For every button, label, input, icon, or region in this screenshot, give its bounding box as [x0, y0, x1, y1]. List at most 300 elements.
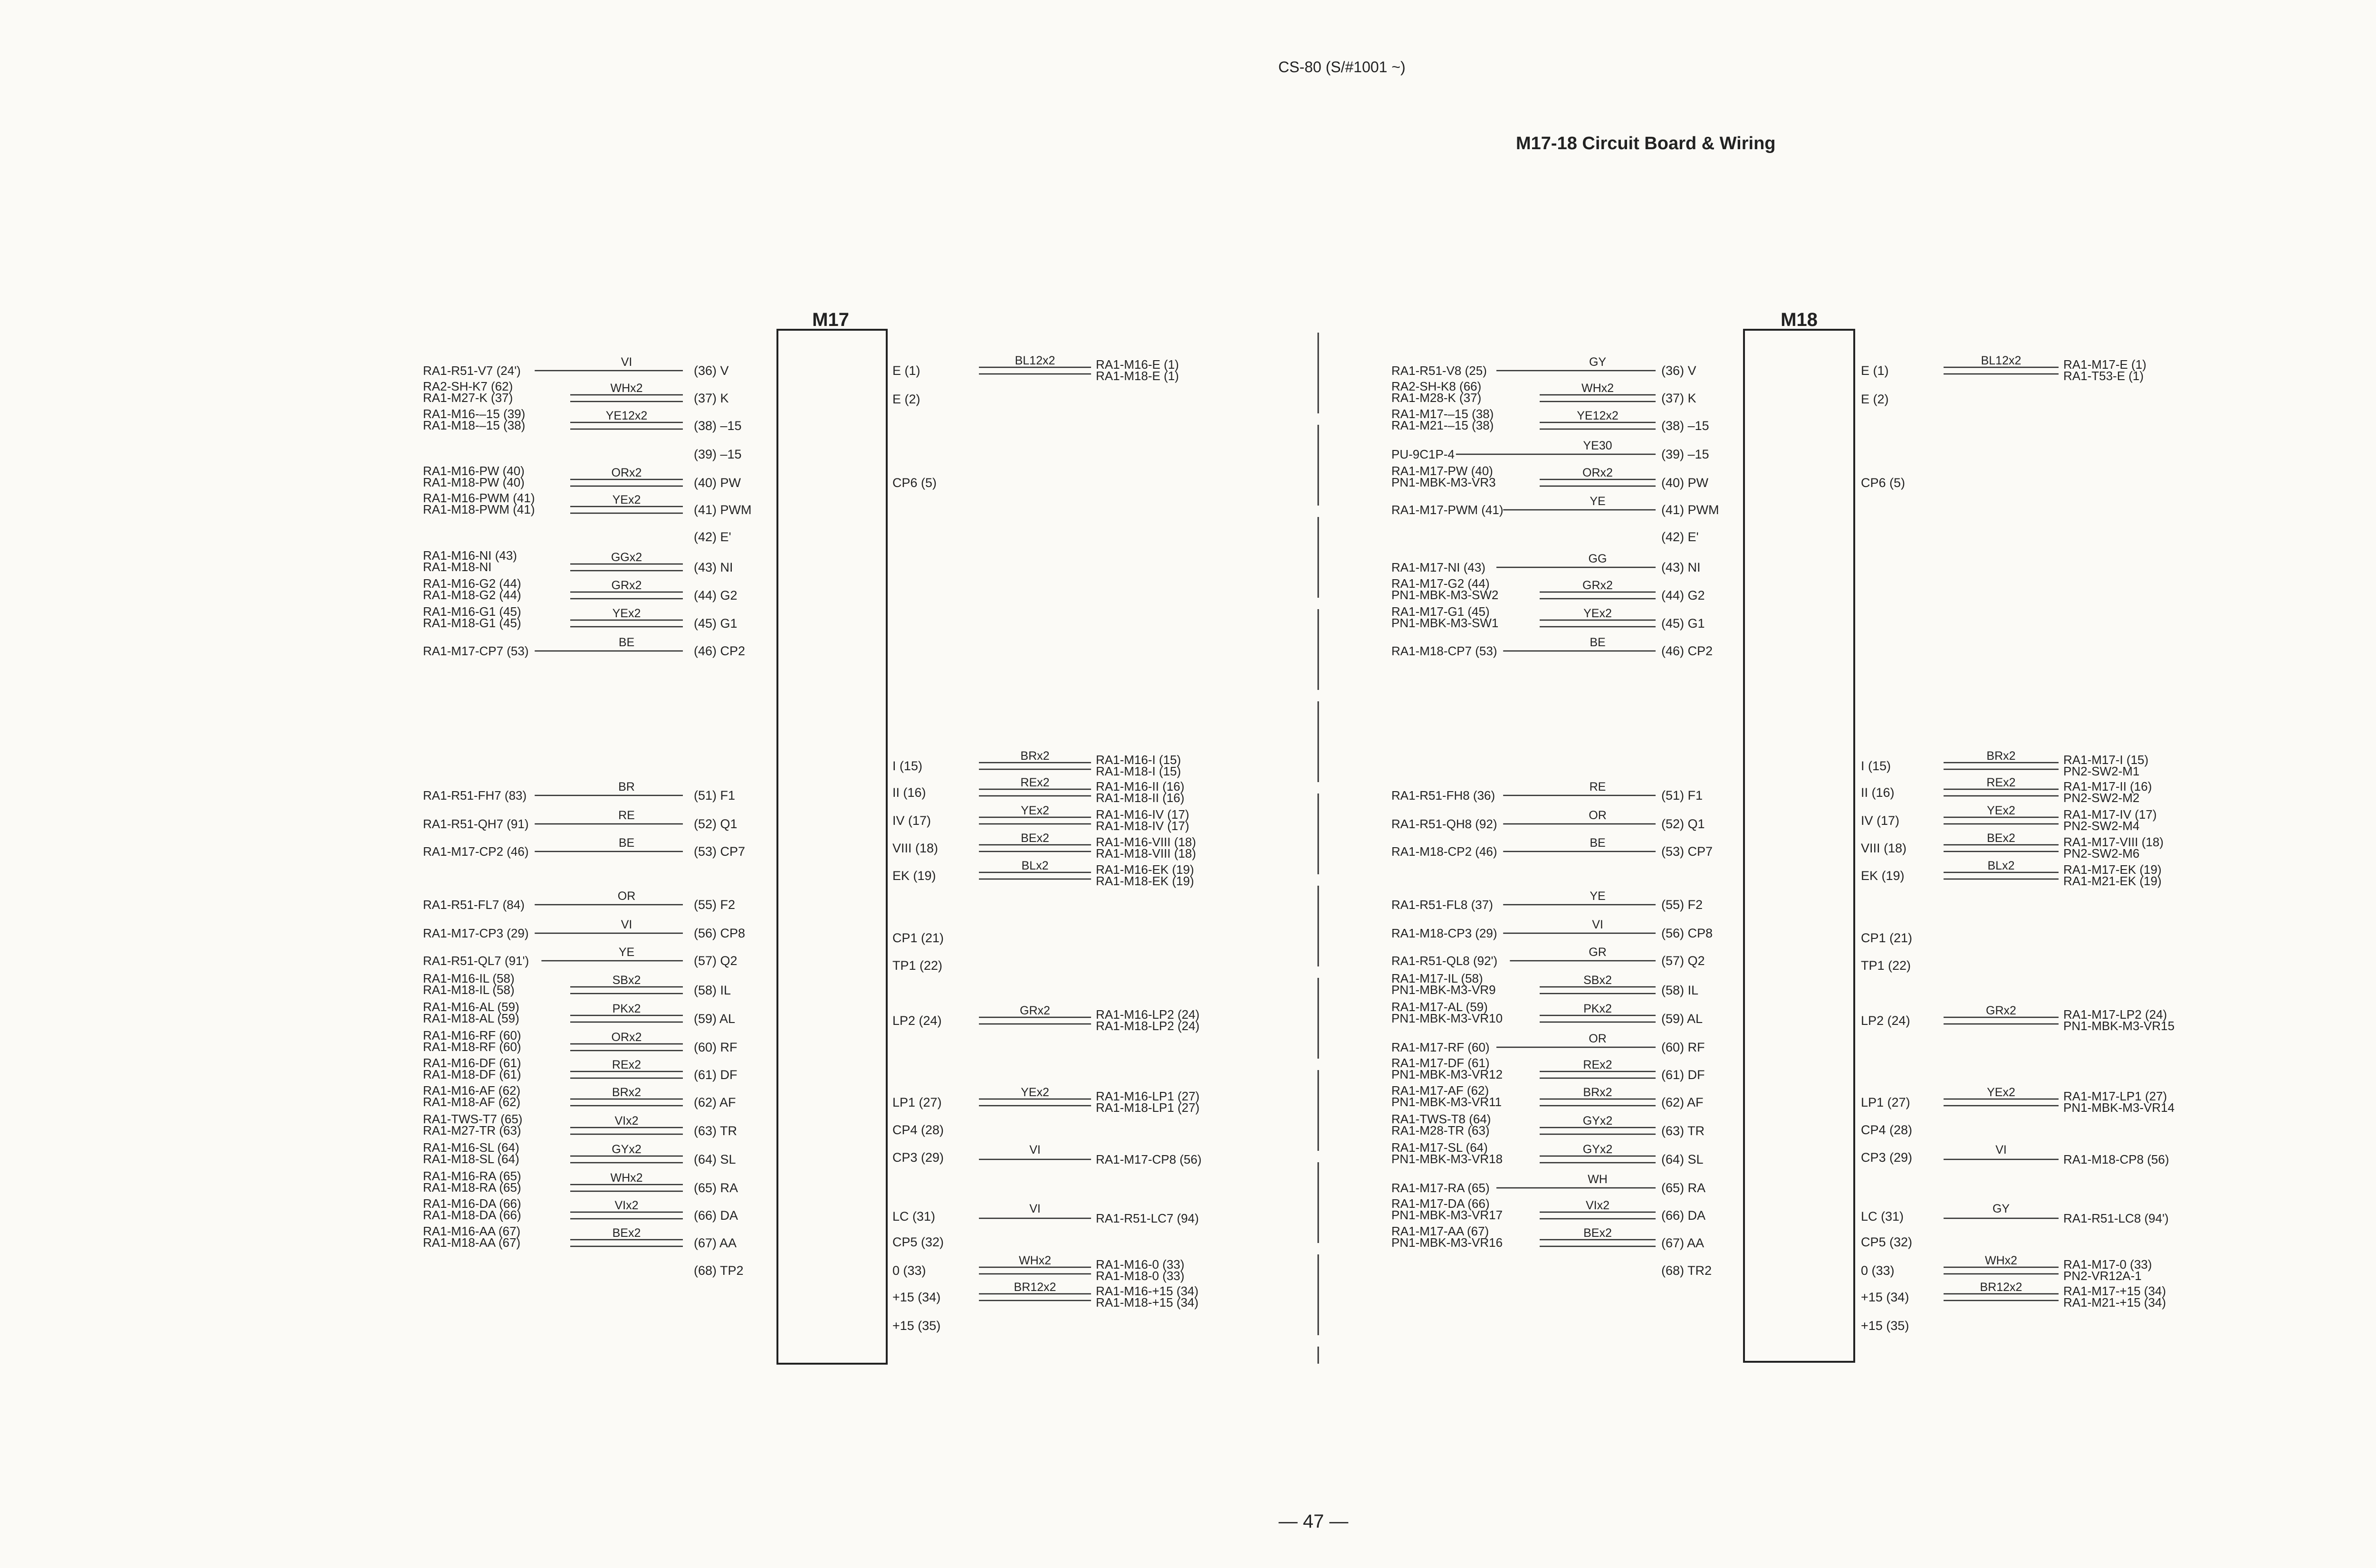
destination-label: RA1-M18-EK (19) — [1096, 874, 1194, 888]
wire-color-code: WHx2 — [1581, 382, 1614, 395]
destination-label: RA1-M18-PW (40) — [423, 475, 525, 489]
destination-label: PN1-MBK-M3-SW1 — [1391, 616, 1499, 630]
wire-color-code: SBx2 — [612, 974, 641, 987]
destination-label: RA1-M17-IL (58) — [1391, 971, 1483, 985]
pin-label: (57) Q2 — [694, 954, 738, 968]
destination-label: RA1-M28-K (37) — [1391, 391, 1482, 405]
wire-row-left — [694, 530, 731, 544]
wire-row-left — [1391, 576, 1705, 602]
wire-color-code: VIx2 — [614, 1199, 639, 1212]
pin-label: (59) AL — [1661, 1012, 1703, 1026]
wire-row-right — [1861, 1086, 2175, 1115]
destination-label: RA1-M18-VIII (18) — [1096, 846, 1196, 860]
pin-label: (38) –15 — [1661, 419, 1709, 433]
destination-label: RA1-R51-LC7 (94) — [1096, 1211, 1199, 1225]
pin-label: (67) AA — [694, 1236, 737, 1250]
wire-color-code: BE — [618, 836, 635, 850]
pin-label: E (2) — [1861, 392, 1889, 406]
wire-color-code: WH — [1588, 1173, 1608, 1186]
pin-label: CP3 (29) — [1861, 1150, 1913, 1165]
pin-label: (51) F1 — [1661, 788, 1703, 803]
wire-color-code: GRx2 — [1986, 1004, 2016, 1017]
wire-row-left — [423, 407, 742, 433]
wire-row-left — [423, 946, 738, 968]
pin-label: (58) IL — [694, 983, 731, 997]
destination-label: RA1-M16-AL (59) — [423, 1000, 519, 1014]
destination-label: RA1-M17-VIII (18) — [2063, 835, 2164, 849]
wire-row-left — [423, 1112, 737, 1138]
wire-color-code: GYx2 — [612, 1143, 642, 1156]
pin-label: (39) –15 — [1661, 447, 1709, 461]
pin-label: (64) SL — [694, 1152, 736, 1166]
wire-color-code: BE — [1590, 636, 1606, 649]
wire-color-code: GY — [1589, 355, 1607, 369]
destination-label: RA1-R51-V8 (25) — [1391, 363, 1487, 378]
wire-color-code: GRx2 — [611, 579, 642, 592]
wire-color-code: REx2 — [1020, 776, 1050, 789]
wire-row-left — [423, 548, 733, 574]
pin-label: (56) CP8 — [1661, 926, 1713, 940]
pin-label: VIII (18) — [892, 841, 939, 855]
wire-row-right — [1861, 1004, 2175, 1033]
destination-label: RA1-M18-AA (67) — [423, 1235, 521, 1250]
pin-label: (36) V — [694, 363, 729, 378]
pin-label: (43) NI — [1661, 560, 1701, 574]
wire-row-right — [892, 749, 1181, 778]
destination-label: RA1-M17-RA (65) — [1391, 1181, 1490, 1195]
wire-row-left — [1391, 1140, 1704, 1166]
destination-label: RA1-M17-PWM (41) — [1391, 503, 1504, 517]
destination-label: RA1-M18-II (16) — [1096, 791, 1185, 805]
destination-label: RA1-R51-QL7 (91') — [423, 954, 529, 968]
destination-label: RA1-M17-G1 (45) — [1391, 604, 1490, 619]
board-outline — [777, 330, 887, 1364]
pin-label: (63) TR — [694, 1124, 738, 1138]
destination-label: RA1-M17-AA (67) — [1391, 1224, 1489, 1238]
wire-color-code: GR — [1589, 946, 1607, 959]
pin-label: CP5 (32) — [1861, 1235, 1913, 1249]
pin-label: I (15) — [1861, 759, 1891, 773]
wire-color-code: VI — [1029, 1143, 1041, 1157]
wire-row-left — [1391, 1112, 1705, 1138]
wire-row-left — [423, 1196, 738, 1223]
wire-row-left — [423, 1140, 736, 1166]
destination-label: RA1-M18-DF (61) — [423, 1067, 521, 1081]
wire-color-code: PKx2 — [1583, 1002, 1612, 1015]
pin-label: (51) F1 — [694, 788, 736, 803]
pin-label: (41) PWM — [694, 503, 752, 517]
wire-row-right — [892, 1235, 944, 1249]
wire-row-left — [1391, 604, 1705, 631]
wire-row-right — [1861, 354, 2146, 383]
wire-color-code: REx2 — [612, 1058, 642, 1071]
pin-label: (53) CP7 — [1661, 844, 1713, 859]
wire-row-right — [1861, 776, 2152, 805]
destination-label: RA1-M17-NI (43) — [1391, 560, 1485, 574]
wire-color-code: BE — [618, 636, 635, 649]
destination-label: RA1-M17-DF (61) — [1391, 1056, 1490, 1070]
pin-label: (36) V — [1661, 363, 1696, 378]
wire-row-left — [423, 491, 752, 517]
board-layer — [423, 309, 2175, 1364]
wire-color-code: BR12x2 — [1980, 1281, 2022, 1294]
wire-color-code: GY — [1992, 1202, 2010, 1215]
destination-label: RA1-M17-LP1 (27) — [2063, 1089, 2167, 1103]
wire-row-left — [1391, 1000, 1703, 1026]
pin-label: (41) PWM — [1661, 503, 1719, 517]
wire-row-right — [1861, 1235, 1912, 1249]
board-title: M17 — [812, 309, 849, 330]
pin-label: (52) Q1 — [1661, 817, 1705, 831]
destination-label: RA1-M16-VIII (18) — [1096, 835, 1196, 849]
pin-label: 0 (33) — [1861, 1263, 1895, 1278]
destination-label: PN1-MBK-M3-VR10 — [1391, 1011, 1503, 1025]
destination-label: RA1-M27-K (37) — [423, 391, 513, 405]
wire-row-right — [892, 1319, 940, 1333]
wire-color-code: YEx2 — [612, 493, 641, 507]
board-m18 — [1391, 309, 2175, 1362]
destination-label: RA1-T53-E (1) — [2063, 369, 2144, 383]
wire-row-left — [423, 1169, 738, 1195]
pin-label: (44) G2 — [694, 588, 738, 602]
wire-row-right — [1861, 1143, 2169, 1166]
pin-label: (40) PW — [694, 476, 741, 490]
destination-label: RA1-M16-IL (58) — [423, 971, 515, 985]
destination-label: RA1-M16-DA (66) — [423, 1196, 521, 1211]
wire-row-left — [1391, 636, 1713, 658]
pin-label: (52) Q1 — [694, 817, 738, 831]
wire-row-right — [892, 776, 1184, 805]
destination-label: RA1-M17-RF (60) — [1391, 1040, 1490, 1054]
wire-row-right — [892, 958, 942, 973]
wire-color-code: BE — [1590, 836, 1606, 850]
destination-label: RA1-M21-EK (19) — [2063, 874, 2162, 888]
pin-label: EK (19) — [1861, 869, 1905, 883]
destination-label: RA2-SH-K8 (66) — [1391, 379, 1482, 393]
destination-label: RA1-M16-0 (33) — [1096, 1257, 1185, 1272]
destination-label: PN1-MBK-M3-VR3 — [1391, 475, 1496, 489]
destination-label: PN2-SW2-M1 — [2063, 764, 2140, 778]
wire-color-code: GGx2 — [611, 551, 642, 564]
destination-label: RA1-R51-QH7 (91) — [423, 817, 529, 831]
wire-row-right — [1861, 1202, 2169, 1225]
wire-row-left — [1391, 918, 1713, 940]
wire-row-right — [892, 804, 1189, 833]
destination-label: RA1-R51-V7 (24') — [423, 363, 521, 378]
pin-label: LP1 (27) — [1861, 1095, 1910, 1109]
destination-label: PN2-SW2-M6 — [2063, 846, 2140, 860]
destination-label: RA1-M18-CP7 (53) — [1391, 644, 1497, 658]
destination-label: RA1-R51-FL8 (37) — [1391, 898, 1493, 912]
destination-label: RA1-M18-G2 (44) — [423, 588, 521, 602]
destination-label: RA1-M21-+15 (34) — [2063, 1295, 2166, 1310]
pin-label: (46) CP2 — [1661, 644, 1713, 658]
destination-label: RA1-M28-TR (63) — [1391, 1123, 1490, 1138]
wire-color-code: YEx2 — [1987, 1086, 2015, 1099]
destination-label: PN1-MBK-M3-VR16 — [1391, 1235, 1503, 1250]
pin-label: (61) DF — [1661, 1068, 1705, 1082]
destination-label: RA1-M16-PW (40) — [423, 464, 525, 478]
wire-color-code: RE — [618, 809, 635, 822]
pin-label: CP5 (32) — [892, 1235, 944, 1249]
pin-label: (60) RF — [694, 1040, 738, 1054]
wire-row-left — [1391, 1032, 1705, 1054]
wire-color-code: YE — [1590, 889, 1606, 903]
wire-color-code: REx2 — [1583, 1058, 1612, 1071]
wire-row-left — [1391, 809, 1705, 831]
board-title: M18 — [1781, 309, 1818, 330]
pin-label: E (1) — [892, 363, 920, 378]
pin-label: (59) AL — [694, 1012, 736, 1026]
destination-label: RA1-M16-PWM (41) — [423, 491, 535, 505]
destination-label: RA1-M18-PWM (41) — [423, 502, 535, 516]
wire-color-code: OR — [1589, 1032, 1607, 1045]
destination-label: RA1-M17-DA (66) — [1391, 1196, 1490, 1211]
wire-color-code: BLx2 — [1021, 859, 1049, 872]
wire-row-left — [1391, 495, 1719, 517]
pin-label: LP1 (27) — [892, 1095, 942, 1109]
destination-label: RA1-M18-RF (60) — [423, 1040, 521, 1054]
pin-label: LC (31) — [892, 1209, 936, 1224]
destination-label: RA1-M16-RA (65) — [423, 1169, 521, 1183]
wire-color-code: YEx2 — [1987, 804, 2015, 817]
wire-color-code: YE30 — [1583, 439, 1612, 452]
pin-label: IV (17) — [1861, 813, 1900, 828]
destination-label: PN1-MBK-M3-VR9 — [1391, 983, 1496, 997]
pin-label: (64) SL — [1661, 1152, 1704, 1166]
destination-label: RA1-M17-I (15) — [2063, 753, 2149, 767]
destination-label: RA1-M18-LP2 (24) — [1096, 1019, 1200, 1033]
wire-color-code: GG — [1588, 552, 1607, 565]
pin-label: +15 (35) — [1861, 1319, 1909, 1333]
pin-label: CP1 (21) — [1861, 931, 1913, 945]
wire-row-right — [1861, 476, 1905, 490]
wire-row-left — [1391, 439, 1709, 461]
wire-color-code: BEx2 — [612, 1226, 641, 1240]
wire-color-code: YEx2 — [612, 607, 641, 620]
wire-row-left — [1391, 1056, 1705, 1082]
wire-row-left — [1391, 1173, 1705, 1195]
destination-label: RA2-SH-K7 (62) — [423, 379, 513, 393]
pin-label: LC (31) — [1861, 1209, 1904, 1224]
wire-row-right — [892, 1123, 944, 1137]
wire-row-right — [892, 476, 937, 490]
wire-row-left — [423, 889, 735, 912]
destination-label: RA1-M17-AL (59) — [1391, 1000, 1488, 1014]
destination-label: RA1-M18-IL (58) — [423, 983, 515, 997]
wire-row-left — [1391, 379, 1696, 405]
wire-color-code: YE — [1590, 495, 1606, 508]
pin-label: (57) Q2 — [1661, 954, 1705, 968]
wire-color-code: VIx2 — [614, 1114, 639, 1128]
wire-row-left — [1391, 355, 1696, 378]
destination-label: PN1-MBK-M3-VR18 — [1391, 1152, 1503, 1166]
destination-label: RA1-M18-CP2 (46) — [1391, 844, 1497, 859]
wire-row-left — [1391, 1196, 1705, 1223]
destination-label: RA1-M17-G2 (44) — [1391, 576, 1490, 591]
page-number: — 47 — — [1278, 1511, 1349, 1532]
destination-label: RA1-M17-+15 (34) — [2063, 1284, 2166, 1298]
pin-label: E (1) — [1861, 363, 1889, 378]
wire-row-right — [1861, 392, 1889, 406]
wire-row-right — [1861, 749, 2148, 778]
wire-color-code: BEx2 — [1583, 1226, 1612, 1240]
destination-label: RA1-R51-FH8 (36) — [1391, 788, 1495, 803]
pin-label: IV (17) — [892, 813, 931, 828]
wire-color-code: WHx2 — [1984, 1254, 2018, 1267]
pin-label: +15 (34) — [1861, 1290, 1909, 1304]
wire-color-code: GRx2 — [1020, 1004, 1050, 1017]
wire-row-right — [1861, 958, 1911, 973]
destination-label: RA1-M17-II (16) — [2063, 779, 2152, 794]
wire-color-code: GYx2 — [1582, 1143, 1613, 1156]
destination-label: PN2-VR12A-1 — [2063, 1269, 2142, 1283]
destination-label: RA1-M17-PW (40) — [1391, 464, 1493, 478]
destination-label: RA1-TWS-T8 (64) — [1391, 1112, 1491, 1126]
destination-label: RA1-R51-FH7 (83) — [423, 788, 527, 803]
destination-label: RA1-M16-EK (19) — [1096, 862, 1194, 877]
destination-label: RA1-M17-0 (33) — [2063, 1257, 2152, 1272]
destination-label: RA1-M16-AF (62) — [423, 1083, 521, 1098]
pin-label: (37) K — [694, 391, 729, 405]
destination-label: RA1-M17-CP2 (46) — [423, 844, 529, 859]
wire-color-code: BL12x2 — [1015, 354, 1055, 367]
destination-label: RA1-M16-+15 (34) — [1096, 1284, 1199, 1298]
destination-label: RA1-M16-G1 (45) — [423, 604, 521, 619]
wire-color-code: OR — [1589, 809, 1607, 822]
wire-row-right — [892, 931, 944, 945]
wire-row-left — [423, 636, 745, 658]
wire-row-left — [423, 836, 745, 859]
pin-label: TP1 (22) — [892, 958, 943, 973]
wire-row-right — [892, 392, 920, 406]
wire-color-code: GRx2 — [1582, 579, 1613, 592]
wire-row-right — [1861, 1319, 1909, 1333]
pin-label: CP4 (28) — [892, 1123, 944, 1137]
destination-label: RA1-R51-QL8 (92') — [1391, 954, 1498, 968]
wire-color-code: YE12x2 — [605, 409, 648, 422]
pin-label: TP1 (22) — [1861, 958, 1911, 973]
destination-label: RA1-M16-RF (60) — [423, 1028, 521, 1042]
wire-row-left — [1391, 836, 1713, 859]
wire-color-code: BEx2 — [1987, 832, 2015, 845]
wire-row-left — [1391, 971, 1698, 997]
wire-color-code: VI — [1592, 918, 1603, 931]
wire-row-left — [423, 1224, 737, 1250]
wire-color-code: BRx2 — [1583, 1086, 1612, 1099]
wire-color-code: GYx2 — [1582, 1114, 1613, 1128]
wire-row-left — [423, 604, 738, 631]
wire-row-right — [892, 1143, 1202, 1166]
pin-label: (38) –15 — [694, 419, 742, 433]
pin-label: (42) E' — [1661, 530, 1699, 544]
wire-row-right — [1861, 1281, 2166, 1310]
pin-label: (43) NI — [694, 560, 733, 574]
destination-label: RA1-M18-CP3 (29) — [1391, 926, 1497, 940]
destination-label: RA1-M17-E (1) — [2063, 357, 2146, 372]
pin-label: I (15) — [892, 759, 923, 773]
wire-row-left — [423, 576, 738, 602]
destination-label: RA1-M18-AF (62) — [423, 1095, 521, 1109]
destination-label: RA1-TWS-T7 (65) — [423, 1112, 523, 1126]
wire-row-left — [1661, 1263, 1712, 1278]
wire-color-code: YE12x2 — [1577, 409, 1619, 422]
destination-label: RA1-M16-LP1 (27) — [1096, 1089, 1200, 1103]
wire-row-left — [1391, 464, 1709, 490]
wire-row-left — [423, 780, 735, 803]
wire-color-code: VI — [621, 355, 632, 369]
pin-label: (55) F2 — [1661, 898, 1703, 912]
pin-label: (45) G1 — [694, 616, 738, 631]
destination-label: PN2-SW2-M4 — [2063, 819, 2140, 833]
wire-color-code: BRx2 — [1986, 749, 2016, 763]
wire-color-code: VIx2 — [1585, 1199, 1610, 1212]
pin-label: (60) RF — [1661, 1040, 1705, 1054]
destination-label: RA1-M18-RA (65) — [423, 1180, 521, 1195]
pin-label: CP1 (21) — [892, 931, 944, 945]
wire-color-code: ORx2 — [1582, 466, 1613, 479]
wire-row-right — [892, 1004, 1199, 1033]
wire-row-left — [423, 1000, 735, 1026]
pin-label: (68) TR2 — [1661, 1263, 1712, 1278]
pin-label: +15 (35) — [892, 1319, 941, 1333]
destination-label: RA1-M18-AL (59) — [423, 1011, 519, 1025]
destination-label: RA1-M18-DA (66) — [423, 1208, 521, 1222]
wire-row-left — [423, 1028, 738, 1054]
pin-label: CP3 (29) — [892, 1150, 944, 1165]
pin-label: (58) IL — [1661, 983, 1699, 997]
pin-label: VIII (18) — [1861, 841, 1907, 855]
destination-label: PU-9C1P-4 — [1391, 447, 1455, 461]
wire-color-code: OR — [617, 889, 636, 903]
destination-label: RA1-M17-CP3 (29) — [423, 926, 529, 940]
pin-label: II (16) — [892, 785, 926, 800]
wire-color-code: VI — [1029, 1202, 1041, 1215]
pin-label: +15 (34) — [892, 1290, 941, 1304]
destination-label: RA1-M17-–15 (38) — [1391, 407, 1494, 421]
wire-color-code: VI — [621, 918, 632, 931]
pin-label: (63) TR — [1661, 1124, 1705, 1138]
wire-row-left — [694, 447, 742, 461]
pin-label: II (16) — [1861, 785, 1895, 800]
pin-label: (65) RA — [694, 1181, 738, 1195]
pin-label: (44) G2 — [1661, 588, 1705, 602]
destination-label: PN1-MBK-M3-VR17 — [1391, 1208, 1503, 1222]
wire-color-code: WHx2 — [1018, 1254, 1052, 1267]
pin-label: (40) PW — [1661, 476, 1709, 490]
destination-label: PN2-SW2-M2 — [2063, 791, 2140, 805]
pin-label: CP4 (28) — [1861, 1123, 1913, 1137]
destination-label: RA1-M17-AF (62) — [1391, 1083, 1489, 1098]
wire-row-left — [1391, 1083, 1704, 1109]
wire-row-left — [694, 1263, 744, 1278]
wire-color-code: YE — [618, 946, 635, 959]
wire-row-right — [892, 1281, 1198, 1310]
destination-label: RA1-M21-–15 (38) — [1391, 418, 1494, 432]
pin-label: (66) DA — [694, 1208, 738, 1223]
wire-row-right — [1861, 931, 1912, 945]
wire-row-right — [1861, 832, 2164, 860]
wire-color-code: WHx2 — [610, 1171, 643, 1185]
destination-label: RA1-M18-I (15) — [1096, 764, 1181, 778]
pin-label: (37) K — [1661, 391, 1696, 405]
destination-label: RA1-M17-EK (19) — [2063, 862, 2162, 877]
wire-row-left — [423, 809, 738, 831]
destination-label: RA1-M16-DF (61) — [423, 1056, 521, 1070]
wire-color-code: ORx2 — [611, 466, 642, 479]
board-outline — [1744, 330, 1854, 1362]
destination-label: RA1-M16-I (15) — [1096, 753, 1181, 767]
